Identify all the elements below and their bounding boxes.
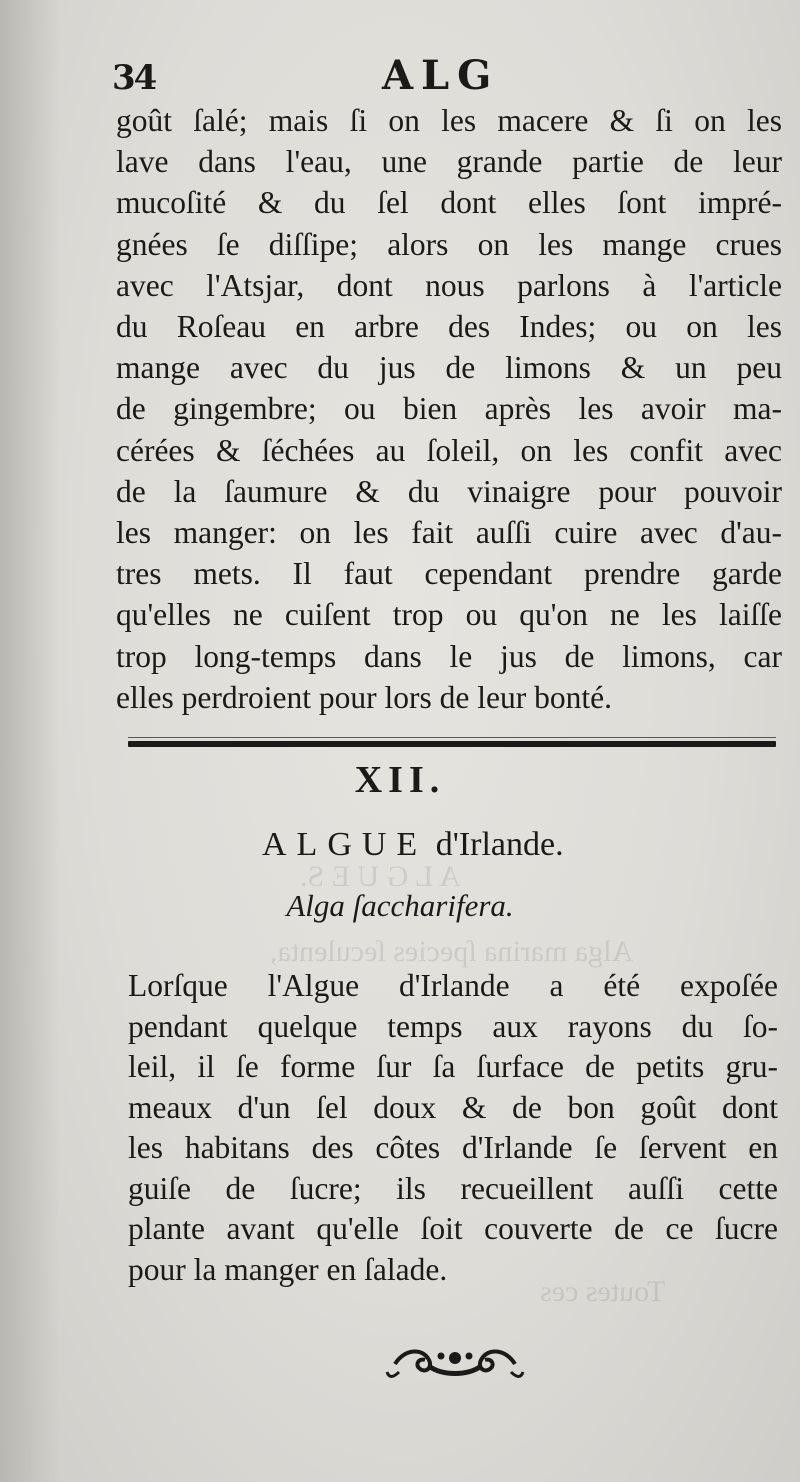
text-line: elles perdroient pour lors de leur bonté.: [116, 679, 612, 715]
text-line: trop long-temps dans le jus de limons, car: [116, 638, 782, 674]
section-number: XII.: [354, 759, 446, 801]
text-line: de la ſaumure & du vinaigre pour pouvoir: [116, 473, 782, 509]
section-paragraph: [128, 966, 778, 1290]
text-line: les manger: on les fait auſſi cuire avec d'au-: [116, 515, 782, 551]
text-line: gnées ſe diſſipe; alors on les mange crues: [116, 226, 782, 262]
fleuron-ornament: [385, 1342, 525, 1386]
show-through-text: Alga marina ſpecies ſeculenta,: [270, 935, 634, 968]
text-line: tres mets. Il faut cependant prendre garde: [116, 556, 782, 592]
show-through-text: Toutes ces: [540, 1275, 666, 1308]
section-divider-thin: [128, 737, 776, 738]
text-line: les habitans des côtes d'Irlande ſe ſervent en: [128, 1130, 778, 1165]
text-line: lave dans l'eau, une grande partie de leur: [116, 144, 782, 180]
section-title: [262, 826, 564, 864]
text-line: du Roſeau en arbre des Indes; ou on les: [116, 309, 782, 345]
text-line: goût ſalé; mais ſi on les macere & ſi on les: [116, 103, 782, 138]
text-line: mange avec du jus de limons & un peu: [116, 350, 782, 386]
text-line: de gingembre; ou bien après les avoir ma-: [116, 391, 782, 427]
text-line: pour la manger en ſalade.: [128, 1251, 448, 1287]
text-line: plante avant qu'elle ſoit couverte de ce ſucre: [128, 1211, 778, 1246]
text-line: qu'elles ne cuiſent trop ou qu'on ne les laiſſe: [116, 597, 782, 633]
latin-name: Alga ſaccharifera.: [286, 888, 514, 923]
text-line: guiſe de ſucre; ils recueillent auſſi cette: [128, 1170, 778, 1206]
text-line: Lorſque l'Algue d'Irlande a été expoſée: [128, 968, 778, 1003]
text-line: pendant quelque temps aux rayons du ſo-: [128, 1008, 778, 1044]
section-title-caps: ALGUE: [262, 826, 428, 863]
text-line: leil, il ſe forme ſur ſa ſurface de petits gru-: [128, 1049, 778, 1084]
text-line: meaux d'un ſel doux & de bon goût dont: [128, 1089, 778, 1125]
paragraph-continued: [116, 100, 782, 718]
text-line: avec l'Atsjar, dont nous parlons à l'article: [116, 267, 782, 303]
running-head: ALG: [382, 52, 500, 99]
section-divider: [128, 741, 776, 747]
show-through-text: A L G U E S.: [300, 860, 461, 893]
text-line: cérées & ſéchées au ſoleil, on les confit avec: [116, 432, 782, 468]
page-number: 34: [112, 58, 156, 98]
text-line: mucoſité & du ſel dont elles ſont impré-: [116, 185, 782, 221]
section-title-rest: d'Irlande.: [435, 826, 564, 863]
page-gutter-shadow: [0, 0, 60, 1482]
